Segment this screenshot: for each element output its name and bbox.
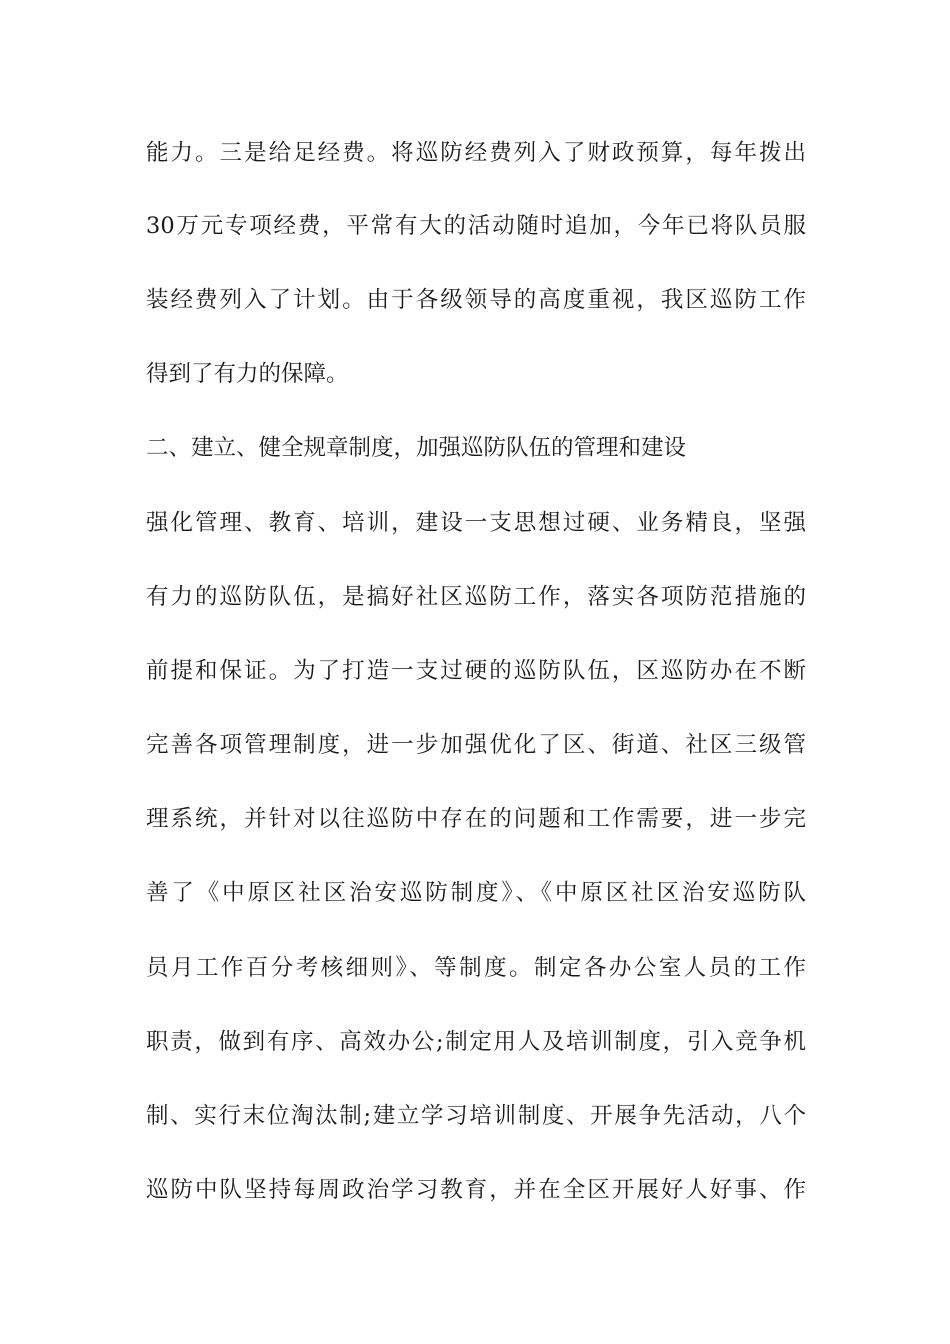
body-text-line: 能力。三是给足经费。将巡防经费列入了财政预算，每年拨出	[146, 140, 806, 166]
body-text-line: 得到了有力的保障。	[146, 361, 349, 387]
body-text-line: 前提和保证。为了打造一支过硬的巡防队伍，区巡防办在不断	[146, 658, 806, 684]
section-heading: 二、建立、健全规章制度，加强巡防队伍的管理和建设	[146, 435, 687, 461]
body-text-line: 有力的巡防队伍，是搞好社区巡防工作，落实各项防范措施的	[146, 584, 806, 610]
body-text-line: 巡防中队坚持每周政治学习教育，并在全区开展好人好事、作	[146, 1177, 806, 1203]
body-text-line: 30万元专项经费，平常有大的活动随时追加，今年已将队员服	[146, 213, 806, 239]
body-text-line: 装经费列入了计划。由于各级领导的高度重视，我区巡防工作	[146, 287, 806, 313]
body-text-line: 完善各项管理制度，进一步加强优化了区、街道、社区三级管	[146, 732, 806, 758]
body-text-line: 善了《中原区社区治安巡防制度》、《中原区社区治安巡防队	[146, 880, 806, 906]
body-text-line: 强化管理、教育、培训，建设一支思想过硬、业务精良，坚强	[146, 510, 806, 536]
body-text-line: 理系统，并针对以往巡防中存在的问题和工作需要，进一步完	[146, 806, 806, 832]
body-text-line: 员月工作百分考核细则》、等制度。制定各办公室人员的工作	[146, 955, 806, 981]
body-text-line: 职责，做到有序、高效办公;制定用人及培训制度，引入竞争机	[146, 1029, 806, 1055]
body-text-line: 制、实行末位淘汰制;建立学习培训制度、开展争先活动，八个	[146, 1103, 806, 1129]
